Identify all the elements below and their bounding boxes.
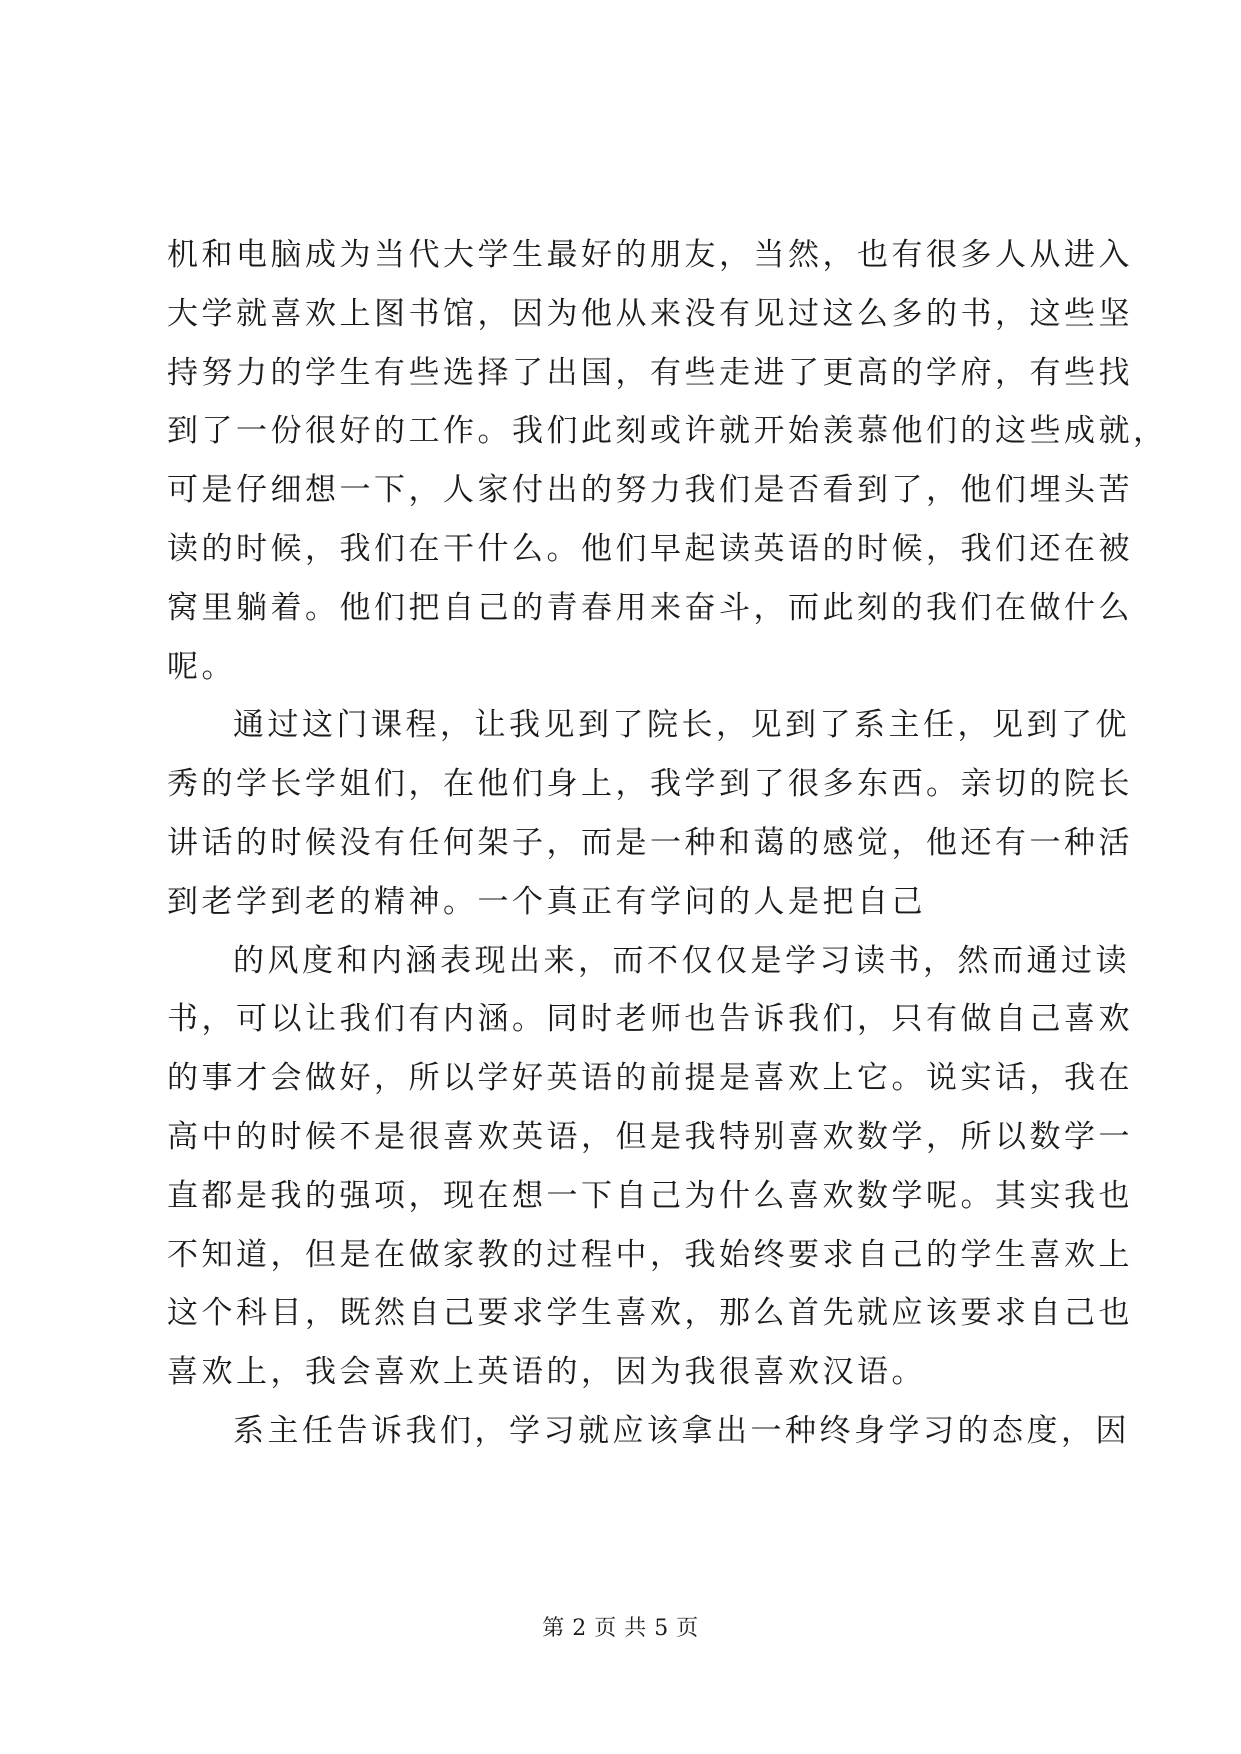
text-line: 这个科目，既然自己要求学生喜欢，那么首先就应该要求自己也 — [167, 1295, 1133, 1332]
text-line: 高中的时候不是很喜欢英语，但是我特别喜欢数学，所以数学一 — [167, 1118, 1133, 1155]
page-number-footer: 第 2 页 共 5 页 — [542, 1616, 699, 1641]
text-line: 不知道，但是在做家教的过程中，我始终要求自己的学生喜欢上 — [167, 1236, 1133, 1273]
text-line: 喜欢上，我会喜欢上英语的，因为我很喜欢汉语。 — [167, 1354, 926, 1391]
paragraph-start-line: 的风度和内涵表现出来，而不仅仅是学习读书，然而通过读 — [233, 942, 1130, 979]
text-line: 的事才会做好，所以学好英语的前提是喜欢上它。说实话，我在 — [167, 1060, 1133, 1097]
paragraph-start-line: 系主任告诉我们，学习就应该拿出一种终身学习的态度，因 — [233, 1412, 1130, 1449]
text-line: 持努力的学生有些选择了出国，有些走进了更高的学府，有些找 — [167, 354, 1133, 391]
paragraph-start-line: 通过这门课程，让我见到了院长，见到了系主任，见到了优 — [233, 707, 1130, 744]
text-line: 可是仔细想一下，人家付出的努力我们是否看到了，他们埋头苦 — [167, 472, 1133, 509]
text-line: 读的时候，我们在干什么。他们早起读英语的时候，我们还在被 — [167, 530, 1133, 567]
text-line: 书，可以让我们有内涵。同时老师也告诉我们，只有做自己喜欢 — [167, 1001, 1133, 1038]
text-line: 直都是我的强项，现在想一下自己为什么喜欢数学呢。其实我也 — [167, 1177, 1133, 1214]
text-line: 到老学到老的精神。一个真正有学问的人是把自己 — [167, 883, 926, 920]
text-line: 窝里躺着。他们把自己的青春用来奋斗，而此刻的我们在做什么 — [167, 589, 1133, 626]
text-line: 机和电脑成为当代大学生最好的朋友，当然，也有很多人从进入 — [167, 237, 1133, 273]
text-line: 大学就喜欢上图书馆，因为他从来没有见过这么多的书，这些坚 — [167, 295, 1133, 332]
text-line: 呢。 — [167, 648, 236, 685]
text-line: 到了一份很好的工作。我们此刻或许就开始羡慕他们的这些成就， — [167, 413, 1168, 450]
body-text — [167, 226, 1168, 1461]
text-line: 秀的学长学姐们，在他们身上，我学到了很多东西。亲切的院长 — [167, 766, 1133, 803]
text-line: 讲话的时候没有任何架子，而是一种和蔼的感觉，他还有一种活 — [167, 824, 1133, 861]
